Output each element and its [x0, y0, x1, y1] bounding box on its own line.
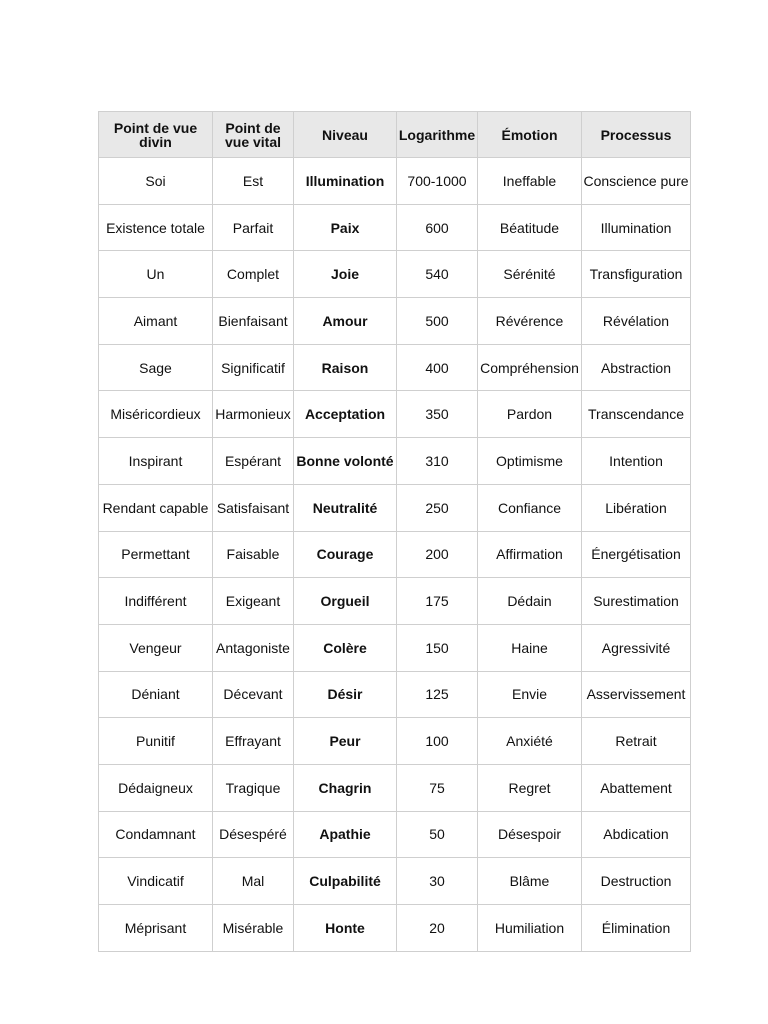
divine-view-cell: Un	[99, 251, 213, 298]
logarithm-cell: 250	[397, 484, 478, 531]
process-cell: Transcendance	[582, 391, 691, 438]
process-cell: Révélation	[582, 298, 691, 345]
vital-view-cell: Effrayant	[213, 718, 294, 765]
logarithm-cell: 310	[397, 438, 478, 485]
table-row	[99, 298, 691, 345]
divine-view-cell: Permettant	[99, 531, 213, 578]
divine-view-cell: Rendant capable	[99, 484, 213, 531]
emotion-cell: Anxiété	[478, 718, 582, 765]
level-cell: Peur	[294, 718, 397, 765]
process-cell: Destruction	[582, 858, 691, 905]
divine-view-cell: Vengeur	[99, 624, 213, 671]
header-process-label: Processus	[600, 126, 672, 143]
divine-view-cell: Déniant	[99, 671, 213, 718]
vital-view-cell: Bienfaisant	[213, 298, 294, 345]
divine-view-cell: Punitif	[99, 718, 213, 765]
header-emotion	[478, 112, 582, 158]
level-cell: Illumination	[294, 158, 397, 205]
process-cell: Transfiguration	[582, 251, 691, 298]
table-row	[99, 204, 691, 251]
divine-view-cell: Vindicatif	[99, 858, 213, 905]
divine-view-cell: Miséricordieux	[99, 391, 213, 438]
table-row	[99, 624, 691, 671]
logarithm-cell: 200	[397, 531, 478, 578]
emotion-cell: Optimisme	[478, 438, 582, 485]
logarithm-cell: 175	[397, 578, 478, 625]
level-cell: Amour	[294, 298, 397, 345]
emotion-cell: Ineffable	[478, 158, 582, 205]
vital-view-cell: Satisfaisant	[213, 484, 294, 531]
table-row	[99, 905, 691, 952]
process-cell: Libération	[582, 484, 691, 531]
header-level-label: Niveau	[322, 126, 368, 143]
logarithm-cell: 50	[397, 811, 478, 858]
logarithm-cell: 500	[397, 298, 478, 345]
process-cell: Conscience pure	[582, 158, 691, 205]
vital-view-cell: Significatif	[213, 344, 294, 391]
level-cell: Honte	[294, 905, 397, 952]
divine-view-cell: Dédaigneux	[99, 764, 213, 811]
header-row	[99, 112, 691, 158]
table-row	[99, 158, 691, 205]
logarithm-cell: 400	[397, 344, 478, 391]
table-row	[99, 484, 691, 531]
vital-view-cell: Mal	[213, 858, 294, 905]
header-logarithm-label: Logarithme	[398, 126, 476, 143]
vital-view-cell: Tragique	[213, 764, 294, 811]
divine-view-cell: Indifférent	[99, 578, 213, 625]
logarithm-cell: 540	[397, 251, 478, 298]
level-cell: Bonne volonté	[294, 438, 397, 485]
vital-view-cell: Antagoniste	[213, 624, 294, 671]
header-vital-view-label: Point de vue vital	[224, 119, 282, 150]
table-row	[99, 764, 691, 811]
header-divine-view	[99, 112, 213, 158]
divine-view-cell: Sage	[99, 344, 213, 391]
logarithm-cell: 75	[397, 764, 478, 811]
levels-table	[98, 111, 691, 952]
header-divine-view-label: Point de vue divin	[113, 119, 198, 150]
divine-view-cell: Méprisant	[99, 905, 213, 952]
level-cell: Chagrin	[294, 764, 397, 811]
level-cell: Désir	[294, 671, 397, 718]
table-row	[99, 718, 691, 765]
level-cell: Neutralité	[294, 484, 397, 531]
process-cell: Énergétisation	[582, 531, 691, 578]
process-cell: Élimination	[582, 905, 691, 952]
emotion-cell: Confiance	[478, 484, 582, 531]
process-cell: Abattement	[582, 764, 691, 811]
vital-view-cell: Misérable	[213, 905, 294, 952]
logarithm-cell: 150	[397, 624, 478, 671]
emotion-cell: Humiliation	[478, 905, 582, 952]
table-row	[99, 391, 691, 438]
table-row	[99, 671, 691, 718]
logarithm-cell: 700-1000	[397, 158, 478, 205]
level-cell: Courage	[294, 531, 397, 578]
logarithm-cell: 20	[397, 905, 478, 952]
vital-view-cell: Décevant	[213, 671, 294, 718]
divine-view-cell: Soi	[99, 158, 213, 205]
vital-view-cell: Désespéré	[213, 811, 294, 858]
divine-view-cell: Condamnant	[99, 811, 213, 858]
process-cell: Intention	[582, 438, 691, 485]
level-cell: Colère	[294, 624, 397, 671]
process-cell: Abdication	[582, 811, 691, 858]
vital-view-cell: Espérant	[213, 438, 294, 485]
emotion-cell: Compréhension	[478, 344, 582, 391]
vital-view-cell: Harmonieux	[213, 391, 294, 438]
emotion-cell: Envie	[478, 671, 582, 718]
process-cell: Abstraction	[582, 344, 691, 391]
emotion-cell: Béatitude	[478, 204, 582, 251]
divine-view-cell: Aimant	[99, 298, 213, 345]
header-logarithm	[397, 112, 478, 158]
emotion-cell: Affirmation	[478, 531, 582, 578]
divine-view-cell: Existence totale	[99, 204, 213, 251]
table-header	[99, 112, 691, 158]
table-row	[99, 858, 691, 905]
emotion-cell: Haine	[478, 624, 582, 671]
table-row	[99, 531, 691, 578]
table-row	[99, 811, 691, 858]
emotion-cell: Regret	[478, 764, 582, 811]
vital-view-cell: Exigeant	[213, 578, 294, 625]
level-cell: Raison	[294, 344, 397, 391]
process-cell: Illumination	[582, 204, 691, 251]
table-row	[99, 251, 691, 298]
logarithm-cell: 125	[397, 671, 478, 718]
header-process	[582, 112, 691, 158]
vital-view-cell: Est	[213, 158, 294, 205]
emotion-cell: Révérence	[478, 298, 582, 345]
logarithm-cell: 30	[397, 858, 478, 905]
level-cell: Apathie	[294, 811, 397, 858]
header-emotion-label: Émotion	[501, 126, 558, 143]
vital-view-cell: Parfait	[213, 204, 294, 251]
vital-view-cell: Complet	[213, 251, 294, 298]
emotion-cell: Dédain	[478, 578, 582, 625]
divine-view-cell: Inspirant	[99, 438, 213, 485]
logarithm-cell: 350	[397, 391, 478, 438]
table-body	[99, 158, 691, 952]
process-cell: Retrait	[582, 718, 691, 765]
logarithm-cell: 100	[397, 718, 478, 765]
header-level	[294, 112, 397, 158]
emotion-cell: Désespoir	[478, 811, 582, 858]
level-cell: Paix	[294, 204, 397, 251]
table-row	[99, 438, 691, 485]
process-cell: Surestimation	[582, 578, 691, 625]
table-row	[99, 344, 691, 391]
table-row	[99, 578, 691, 625]
process-cell: Agressivité	[582, 624, 691, 671]
emotion-cell: Sérénité	[478, 251, 582, 298]
vital-view-cell: Faisable	[213, 531, 294, 578]
process-cell: Asservissement	[582, 671, 691, 718]
level-cell: Culpabilité	[294, 858, 397, 905]
emotion-cell: Blâme	[478, 858, 582, 905]
emotion-cell: Pardon	[478, 391, 582, 438]
level-cell: Orgueil	[294, 578, 397, 625]
level-cell: Joie	[294, 251, 397, 298]
logarithm-cell: 600	[397, 204, 478, 251]
level-cell: Acceptation	[294, 391, 397, 438]
header-vital-view	[213, 112, 294, 158]
